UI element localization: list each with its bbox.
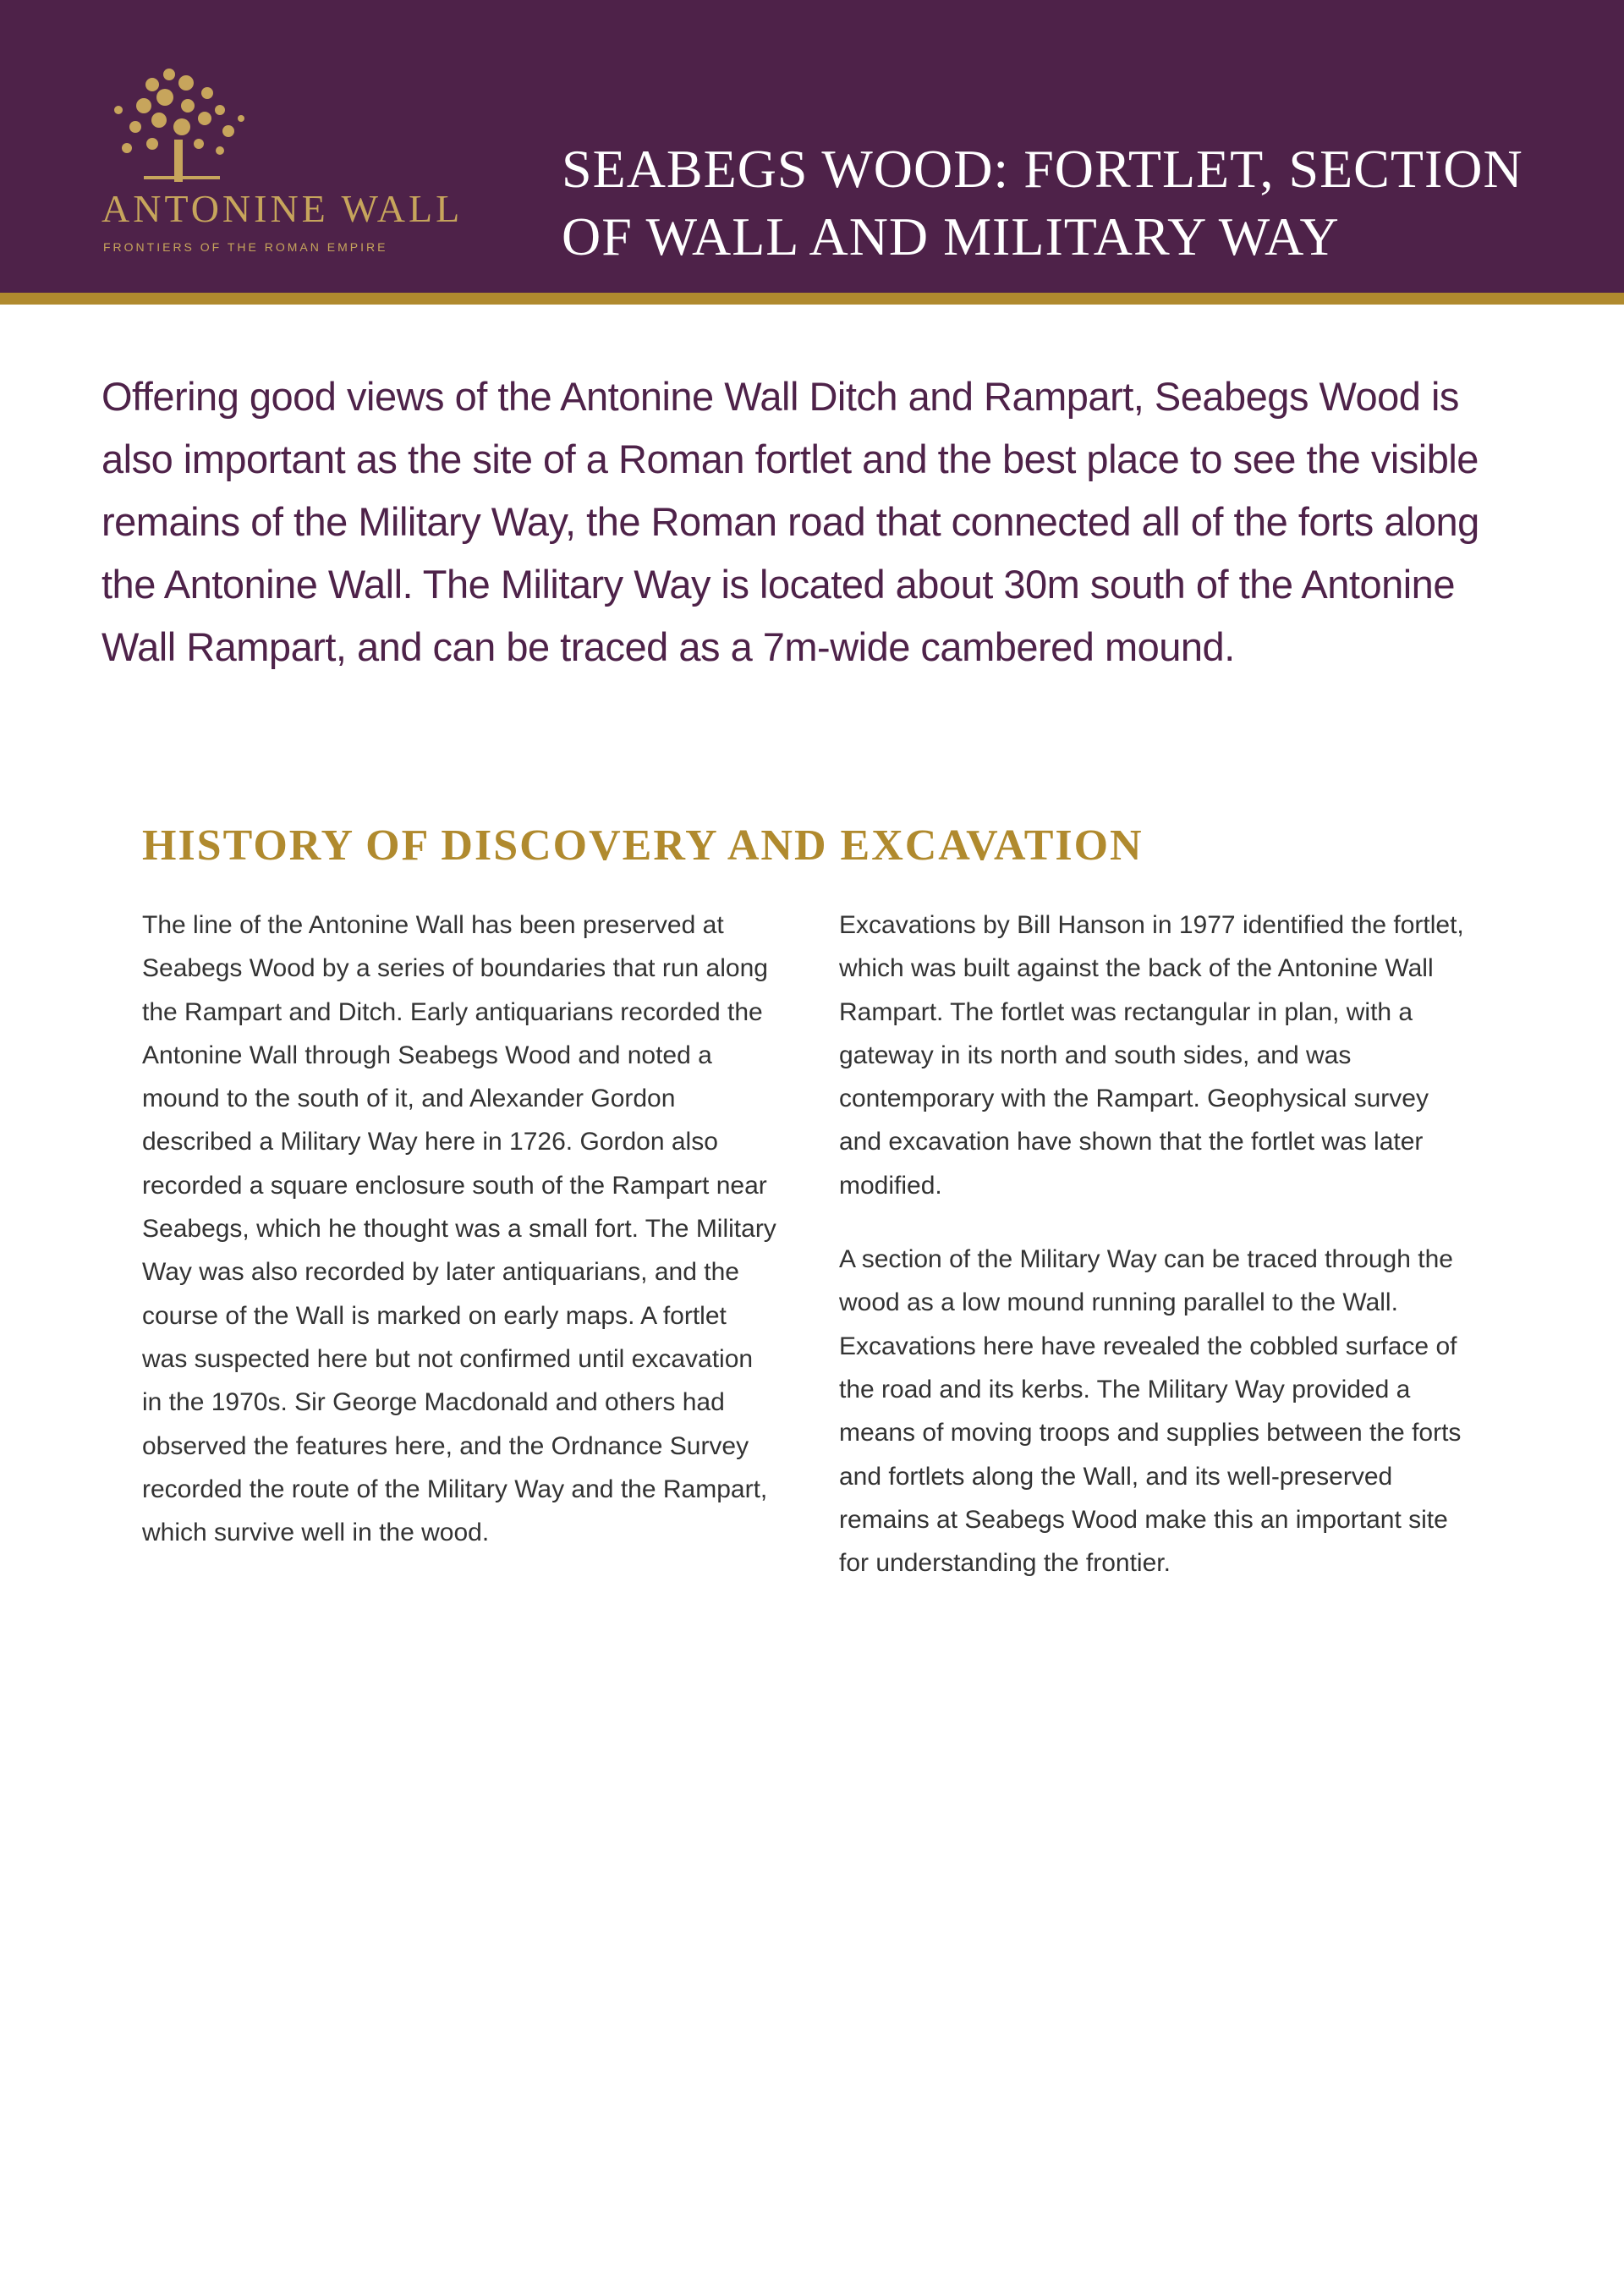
text-column-right: [839, 904, 1475, 1615]
tree-logo-icon: [93, 59, 279, 186]
body-paragraph: Excavations by Bill Hanson in 1977 identified the fortlet, which was built against the back of the Antonine Wall Rampart. The fortlet was rectangular in plan, with a gateway in its north and south sides, and was contemporary with the Rampart. Geophysical survey and excavation have shown that the fortlet was later modified.: [839, 911, 1464, 1200]
header-divider: [0, 293, 1624, 305]
text-column-left: [142, 904, 778, 1585]
section-heading: HISTORY OF DISCOVERY AND EXCAVATION: [142, 821, 1144, 870]
antonine-wall-logo: [93, 59, 508, 262]
logo-tagline: FRONTIERS OF THE ROMAN EMPIRE: [103, 240, 388, 254]
intro-paragraph: Offering good views of the Antonine Wall Ditch and Rampart, Seabegs Wood is also important as the site of a Roman fortlet and the best place to see the visible remains of the Military Way, the Roman road that connected all of the forts along the Antonine Wall. The Military Way is located about 30m south of the Antonine Wall Rampart, and can be traced as a 7m-wide cambered mound.: [102, 374, 1479, 669]
logo-wordmark: ANTONINE WALL: [102, 187, 464, 230]
header-banner: [0, 0, 1624, 293]
body-paragraph: The line of the Antonine Wall has been preserved at Seabegs Wood by a series of boundaries that run along the Rampart and Ditch. Early antiquarians recorded the Antonine Wall through Seabegs Wood and noted a mound to the south of it, and Alexander Gordon described a Military Way here in 1726. Gordon also recorded a square enclosure south of the Rampart near Seabegs, which he thought was a small fort. The Military Way was also recorded by later antiquarians, and the course of the Wall is marked on early maps. A fortlet was suspected here but not confirmed until excavation in the 1970s. Sir George Macdonald and others had observed the features here, and the Ordnance Survey recorded the route of the Military Way and the Rampart, which survive well in the wood.: [142, 911, 776, 1547]
page-title: SEABEGS WOOD: FORTLET, SECTION OF WALL AND MILITARY WAY: [562, 139, 1523, 266]
body-paragraph: A section of the Military Way can be traced through the wood as a low mound running parallel to the Wall. Excavations here have revealed the cobbled surface of the road and its kerbs. The Military Way provided a means of moving troops and supplies between the forts and fortlets along the Wall, and its well-preserved remains at Seabegs Wood make this an important site for understanding the frontier.: [839, 1245, 1462, 1578]
